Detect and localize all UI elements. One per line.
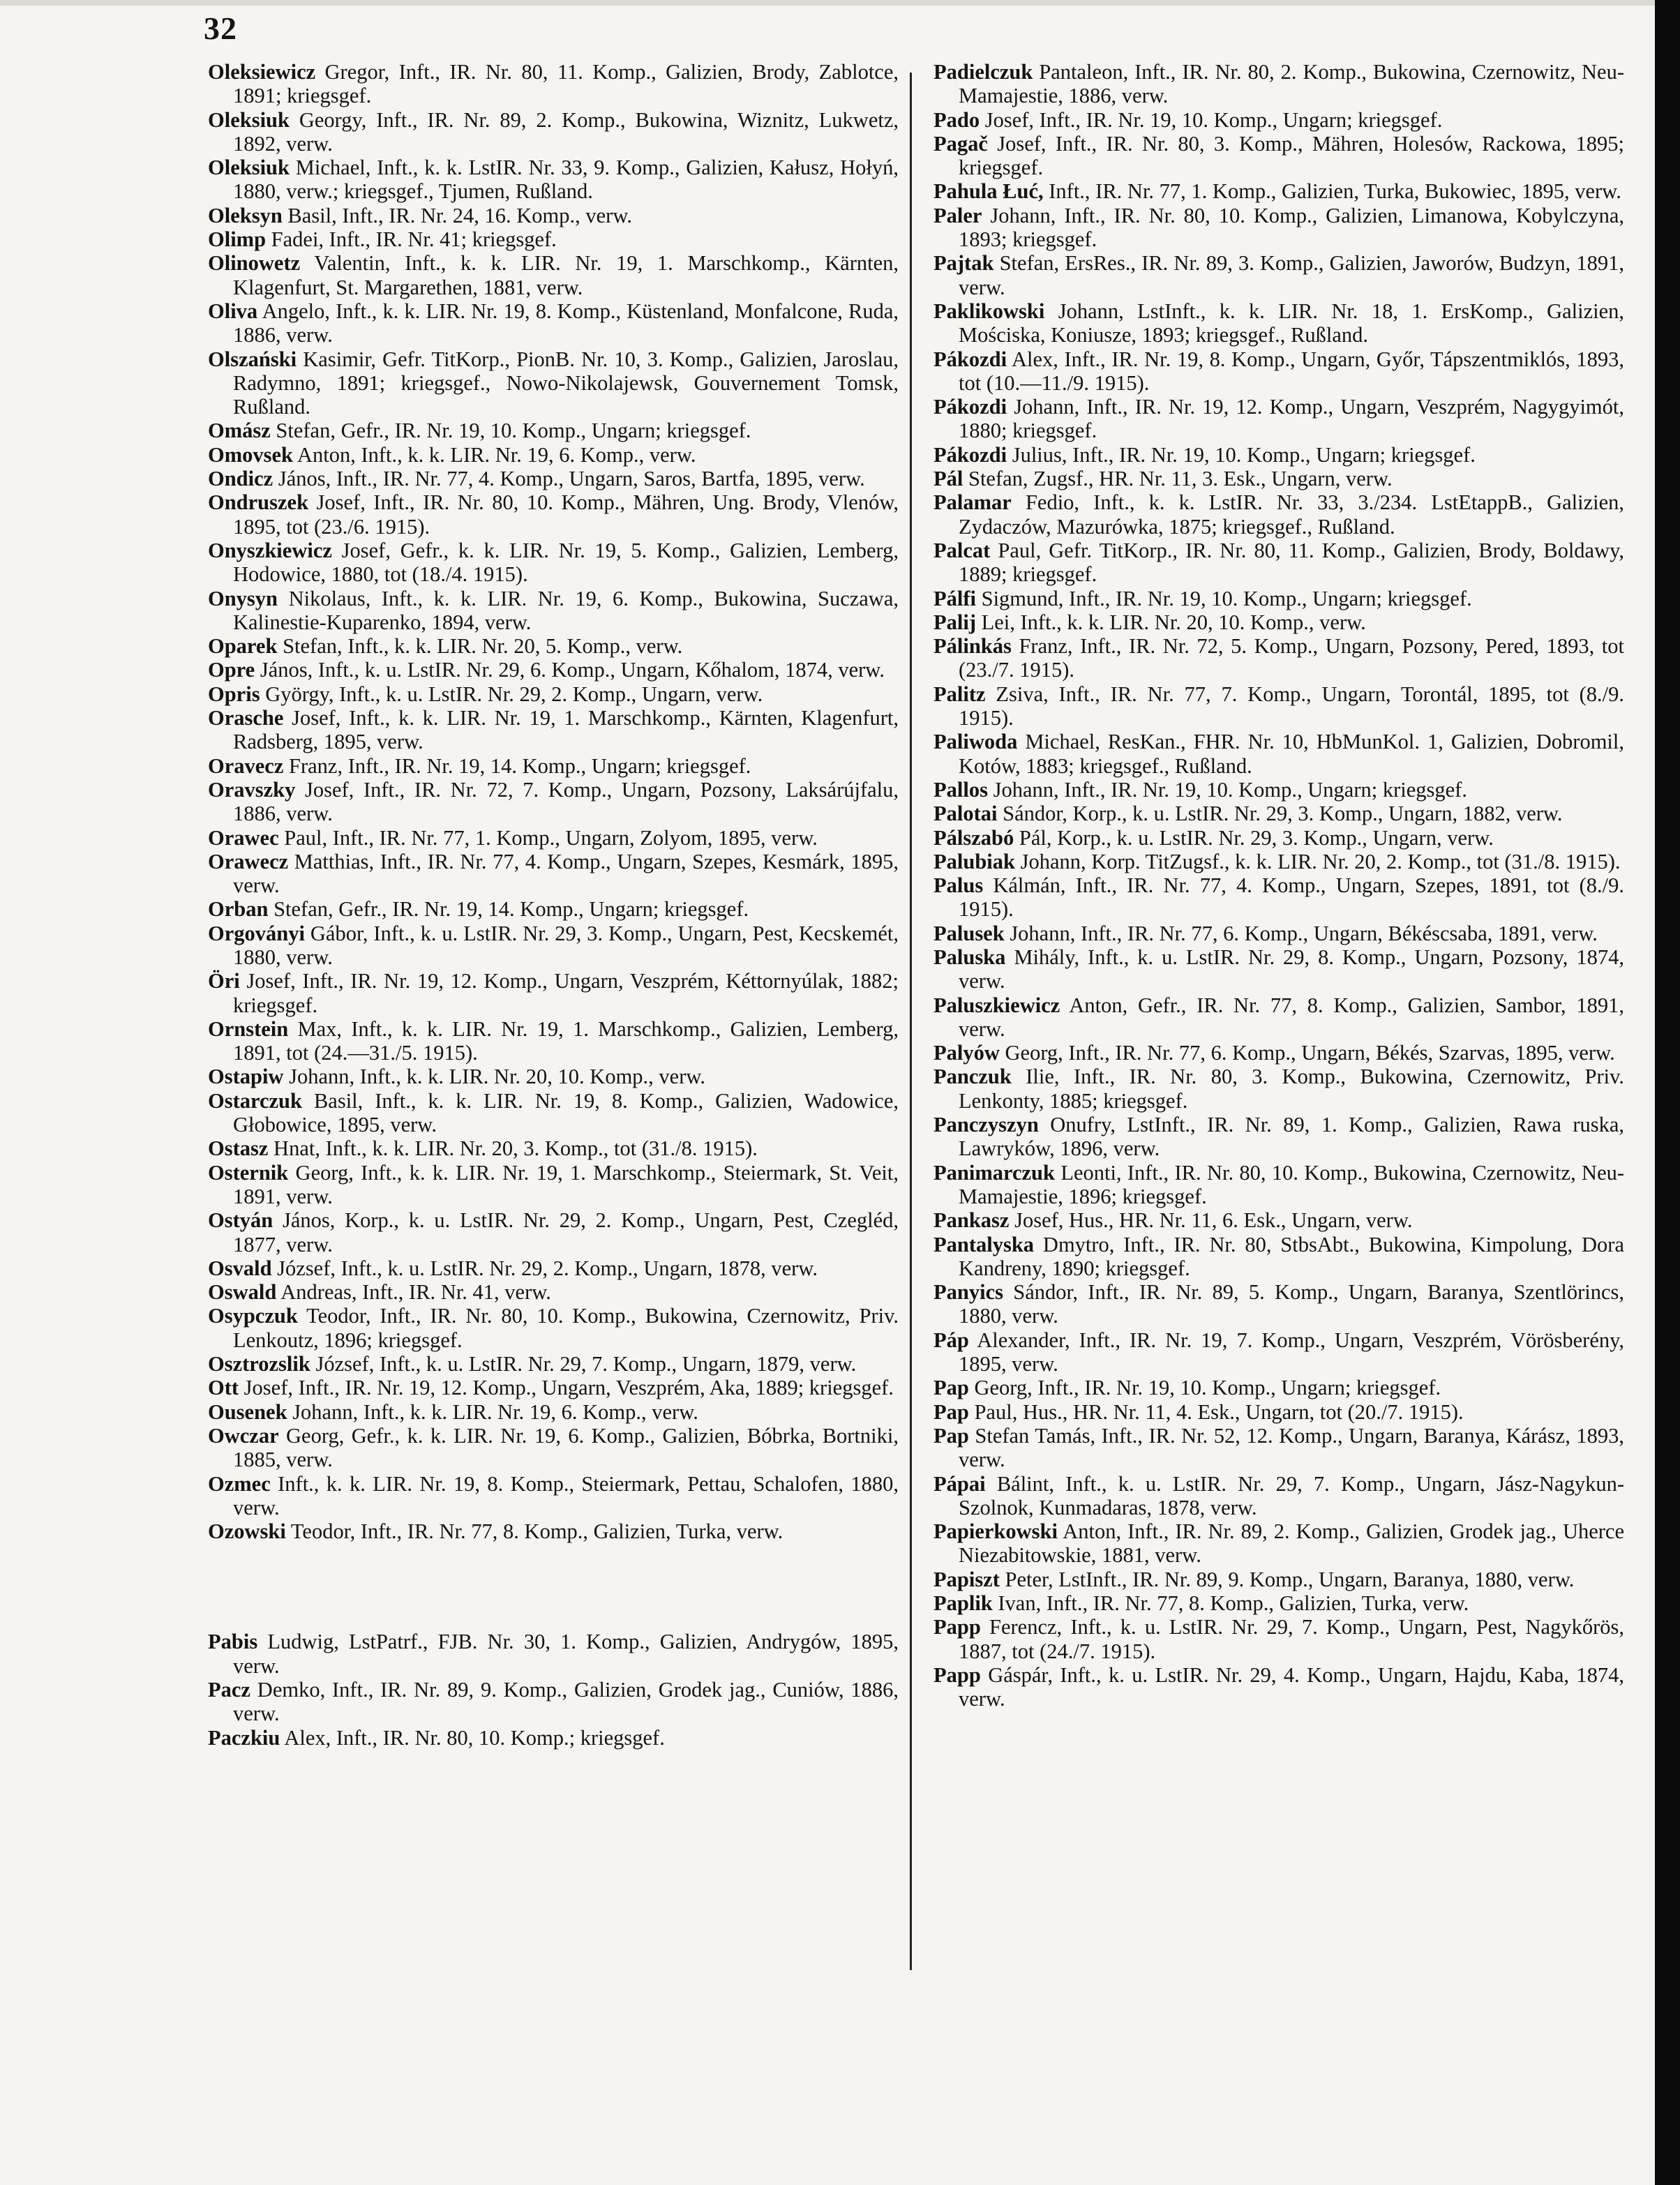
entry-surname: Olszański bbox=[208, 347, 297, 371]
entry-details: Johann, Inft., IR. Nr. 19, 10. Komp., Ungarn; kriegsgef. bbox=[993, 777, 1467, 802]
entry-surname: Pákozdi bbox=[933, 442, 1007, 467]
entry-surname: Pap bbox=[933, 1376, 969, 1400]
entry-surname: Pagač bbox=[933, 131, 988, 156]
entry-details: Teodor, Inft., IR. Nr. 77, 8. Komp., Galizien, Turka, verw. bbox=[290, 1519, 783, 1544]
left-entries-o bbox=[208, 60, 899, 1543]
entry-details: Sándor, Inft., IR. Nr. 89, 5. Komp., Ungarn, Baranya, Szentlörincs, 1880, verw. bbox=[959, 1280, 1625, 1328]
entry-details: Michael, Inft., k. k. LstIR. Nr. 33, 9. Komp., Galizien, Kałusz, Hołyń, 1880, verw.; kriegsgef., Tjumen, Rußland. bbox=[233, 156, 899, 204]
entry-surname: Paklikowski bbox=[933, 299, 1045, 323]
entry-details: Mihály, Inft., k. u. LstIR. Nr. 29, 8. Komp., Ungarn, Pozsony, 1874, verw. bbox=[959, 945, 1625, 993]
entry-details: Stefan, Zugsf., HR. Nr. 11, 3. Esk., Ungarn, verw. bbox=[968, 467, 1393, 491]
entry-surname: Oleksiuk bbox=[208, 156, 290, 180]
entry-surname: Oleksiuk bbox=[208, 107, 290, 132]
entry-surname: Páp bbox=[933, 1328, 969, 1352]
register-entry bbox=[208, 1472, 899, 1520]
register-entry bbox=[208, 850, 899, 898]
register-entry bbox=[933, 1113, 1624, 1161]
entry-details: Ilie, Inft., IR. Nr. 80, 3. Komp., Bukowina, Czernowitz, Priv. Lenkonty, 1885; kriegsgef. bbox=[959, 1065, 1625, 1113]
register-entry bbox=[933, 1519, 1624, 1568]
register-entry bbox=[933, 1615, 1624, 1663]
entry-details: Basil, Inft., k. k. LIR. Nr. 19, 8. Komp., Galizien, Wadowice, Głobowice, 1895, verw. bbox=[233, 1088, 899, 1137]
register-entry bbox=[208, 204, 899, 227]
entry-details: Johann, Inft., IR. Nr. 19, 12. Komp., Ungarn, Veszprém, Nagygyimót, 1880; kriegsgef. bbox=[959, 395, 1624, 443]
register-entry bbox=[208, 539, 899, 587]
entry-details: Michael, ResKan., FHR. Nr. 10, HbMunKol. 1, Galizien, Dobromil, Kotów, 1883; kriegsgef., Rußland. bbox=[959, 730, 1625, 778]
entry-details: Alex, Inft., IR. Nr. 80, 10. Komp.; kriegsgef. bbox=[284, 1725, 665, 1750]
entry-surname: Osternik bbox=[208, 1160, 289, 1185]
entry-details: Fedio, Inft., k. k. LstIR. Nr. 33, 3./234. LstEtappB., Galizien, Zydaczów, Mazurówka, 1875; kriegsgef., Rußland. bbox=[959, 490, 1625, 539]
entry-details: Johann, LstInft., k. k. LIR. Nr. 18, 1. ErsKomp., Galizien, Mościska, Koniusze, 1893; kriegsgef., Rußland. bbox=[959, 299, 1625, 347]
entry-details: Alex, Inft., IR. Nr. 19, 8. Komp., Ungarn, Győr, Tápszentmiklós, 1893, tot (10.—11./9. 1915). bbox=[959, 347, 1624, 395]
entry-surname: Olimp bbox=[208, 227, 267, 252]
entry-surname: Pálinkás bbox=[933, 634, 1012, 659]
entry-surname: Papp bbox=[933, 1615, 981, 1639]
entry-details: Josef, Inft., IR. Nr. 72, 7. Komp., Ungarn, Pozsony, Laksárújfalu, 1886, verw. bbox=[233, 777, 899, 826]
register-entry bbox=[208, 1208, 899, 1256]
register-entry bbox=[208, 754, 899, 778]
entry-details: Franz, Inft., IR. Nr. 72, 5. Komp., Ungarn, Pozsony, Pered, 1893, tot (23./7. 1915). bbox=[959, 634, 1625, 682]
entry-details: György, Inft., k. u. LstIR. Nr. 29, 2. Komp., Ungarn, verw. bbox=[265, 682, 763, 706]
entry-surname: Oleksyn bbox=[208, 203, 283, 227]
register-entry bbox=[933, 60, 1624, 108]
register-entry bbox=[933, 1280, 1624, 1328]
register-entry bbox=[933, 179, 1624, 203]
entry-surname: Ondicz bbox=[208, 467, 273, 491]
entry-details: Max, Inft., k. k. LIR. Nr. 19, 1. Marschkomp., Galizien, Lemberg, 1891, tot (24.—31./5. 1915). bbox=[233, 1016, 899, 1065]
entry-details: Josef, Inft., IR. Nr. 80, 10. Komp., Mähren, Ung. Brody, Vlenów, 1895, tot (23./6. 1915). bbox=[233, 490, 899, 539]
register-entry bbox=[933, 850, 1624, 873]
register-entry bbox=[933, 132, 1624, 180]
register-entry bbox=[208, 1376, 899, 1399]
entry-details: Josef, Gefr., k. k. LIR. Nr. 19, 5. Komp., Galizien, Lemberg, Hodowice, 1880, tot (18./4. 1915). bbox=[233, 538, 899, 587]
entry-surname: Pacz bbox=[208, 1678, 250, 1702]
entry-surname: Panczyszyn bbox=[933, 1113, 1039, 1137]
entry-details: Ludwig, LstPatrf., FJB. Nr. 30, 1. Komp., Galizien, Andrygów, 1895, verw. bbox=[233, 1630, 899, 1678]
entry-details: Matthias, Inft., IR. Nr. 77, 4. Komp., Ungarn, Szepes, Kesmárk, 1895, verw. bbox=[233, 849, 899, 898]
register-entry bbox=[208, 1630, 899, 1678]
register-entry bbox=[208, 634, 899, 658]
entry-surname: Palotai bbox=[933, 802, 998, 826]
entry-details: Anton, Gefr., IR. Nr. 77, 8. Komp., Galizien, Sambor, 1891, verw. bbox=[959, 993, 1624, 1041]
entry-details: Inft., k. k. LIR. Nr. 19, 8. Komp., Steiermark, Pettau, Schalofen, 1880, verw. bbox=[233, 1471, 899, 1519]
register-entry bbox=[933, 634, 1624, 682]
entry-surname: Ostapiw bbox=[208, 1065, 284, 1089]
entry-details: Gáspár, Inft., k. u. LstIR. Nr. 29, 4. Komp., Ungarn, Hajdu, Kaba, 1874, verw. bbox=[959, 1662, 1625, 1711]
entry-surname: Pankasz bbox=[933, 1208, 1010, 1233]
entry-surname: Omovsek bbox=[208, 442, 293, 467]
entry-details: Paul, Hus., HR. Nr. 11, 4. Esk., Ungarn, tot (20./7. 1915). bbox=[974, 1399, 1464, 1424]
register-entry bbox=[933, 539, 1624, 587]
entry-surname: Oravszky bbox=[208, 777, 296, 802]
register-entry bbox=[208, 587, 899, 635]
entry-surname: Ott bbox=[208, 1376, 239, 1400]
register-entry bbox=[208, 1304, 899, 1352]
entry-surname: Orban bbox=[208, 897, 269, 922]
register-entry bbox=[208, 467, 899, 490]
entry-surname: Onyszkiewicz bbox=[208, 538, 332, 562]
entry-surname: Opris bbox=[208, 682, 260, 706]
register-entry bbox=[933, 443, 1624, 467]
entry-details: János, Inft., k. u. LstIR. Nr. 29, 6. Komp., Ungarn, Kőhalom, 1874, verw. bbox=[260, 658, 885, 682]
entry-surname: Olinowetz bbox=[208, 251, 301, 276]
entry-surname: Padielczuk bbox=[933, 60, 1033, 84]
register-entry bbox=[208, 347, 899, 419]
entry-surname: Pálfi bbox=[933, 586, 976, 610]
entry-surname: Palyów bbox=[933, 1041, 1000, 1065]
entry-surname: Onysyn bbox=[208, 586, 278, 610]
entry-details: János, Korp., k. u. LstIR. Nr. 29, 2. Komp., Ungarn, Pest, Czegléd, 1877, verw. bbox=[233, 1208, 899, 1256]
entry-surname: Pajtak bbox=[933, 251, 994, 276]
entry-details: Paul, Gefr. TitKorp., IR. Nr. 80, 11. Komp., Galizien, Brody, Boldawy, 1889; kriegsgef. bbox=[959, 538, 1624, 587]
entry-surname: Pápai bbox=[933, 1471, 986, 1496]
entry-details: Paul, Inft., IR. Nr. 77, 1. Komp., Ungarn, Zolyom, 1895, verw. bbox=[284, 825, 818, 850]
entry-details: Fadei, Inft., IR. Nr. 41; kriegsgef. bbox=[271, 227, 557, 252]
entry-surname: Palamar bbox=[933, 490, 1012, 515]
entry-surname: Paluska bbox=[933, 945, 1006, 969]
entry-details: Bálint, Inft., k. u. LstIR. Nr. 29, 7. Komp., Ungarn, Jász-Nagykun-Szolnok, Kunmadaras, 1878, verw. bbox=[959, 1471, 1625, 1519]
register-entry bbox=[208, 108, 899, 156]
entry-details: Gregor, Inft., IR. Nr. 80, 11. Komp., Galizien, Brody, Zablotce, 1891; kriegsgef. bbox=[233, 60, 899, 108]
register-entry bbox=[208, 1424, 899, 1472]
entry-surname: Öri bbox=[208, 969, 240, 993]
register-entry bbox=[208, 1280, 899, 1304]
entry-details: Zsiva, Inft., IR. Nr. 77, 7. Komp., Ungarn, Torontál, 1895, tot (8./9. 1915). bbox=[959, 682, 1625, 730]
section-gap bbox=[208, 1543, 899, 1630]
entry-details: Johann, Korp. TitZugsf., k. k. LIR. Nr. 20, 2. Komp., tot (31./8. 1915). bbox=[1020, 849, 1621, 873]
entry-details: Angelo, Inft., k. k. LIR. Nr. 19, 8. Komp., Küstenland, Monfalcone, Ruda, 1886, verw. bbox=[233, 299, 899, 347]
entry-surname: Pahula Łuć, bbox=[933, 179, 1044, 204]
entry-details: Teodor, Inft., IR. Nr. 80, 10. Komp., Bukowina, Czernowitz, Priv. Lenkoutz, 1896; kriegsgef. bbox=[233, 1304, 899, 1352]
entry-details: Dmytro, Inft., IR. Nr. 80, StbsAbt., Bukowina, Kimpolung, Dora Kandreny, 1890; kriegsgef. bbox=[959, 1232, 1624, 1280]
entry-details: Johann, Inft., k. k. LIR. Nr. 20, 10. Komp., verw. bbox=[289, 1065, 706, 1089]
page-number: 32 bbox=[204, 10, 237, 46]
entry-surname: Palcat bbox=[933, 538, 991, 562]
entry-surname: Pabis bbox=[208, 1630, 258, 1654]
entry-surname: Palubiak bbox=[933, 849, 1015, 873]
entry-details: Onufry, LstInft., IR. Nr. 89, 1. Komp., Galizien, Rawa ruska, Lawryków, 1896, verw. bbox=[959, 1113, 1625, 1161]
entry-details: Stefan Tamás, Inft., IR. Nr. 52, 12. Komp., Ungarn, Baranya, Kárász, 1893, verw. bbox=[959, 1423, 1625, 1472]
entry-details: Gábor, Inft., k. u. LstIR. Nr. 29, 3. Komp., Ungarn, Pest, Kecskemét, 1880, verw. bbox=[233, 921, 899, 969]
entry-surname: Osypczuk bbox=[208, 1304, 298, 1328]
register-entry bbox=[208, 1017, 899, 1065]
register-entry bbox=[933, 1065, 1624, 1113]
register-entry bbox=[208, 60, 899, 108]
entry-details: Stefan, Gefr., IR. Nr. 19, 14. Komp., Ungarn; kriegsgef. bbox=[273, 897, 749, 922]
register-entry bbox=[933, 1472, 1624, 1520]
entry-details: Valentin, Inft., k. k. LIR. Nr. 19, 1. Marschkomp., Kärnten, Klagenfurt, St. Margarethen, 1881, verw. bbox=[233, 251, 899, 299]
entry-surname: Pantalyska bbox=[933, 1232, 1035, 1256]
entry-details: Lei, Inft., k. k. LIR. Nr. 20, 10. Komp., verw. bbox=[981, 610, 1366, 634]
entry-surname: Ozowski bbox=[208, 1519, 286, 1544]
register-entry bbox=[933, 1591, 1624, 1615]
entry-surname: Osztrozslik bbox=[208, 1352, 310, 1376]
register-entry bbox=[933, 1161, 1624, 1209]
entry-surname: Palusek bbox=[933, 921, 1005, 945]
entry-details: János, Inft., IR. Nr. 77, 4. Komp., Ungarn, Saros, Bartfa, 1895, verw. bbox=[278, 467, 865, 491]
left-column bbox=[208, 60, 899, 1750]
register-entry bbox=[208, 1726, 899, 1750]
register-entry bbox=[933, 587, 1624, 610]
register-entry bbox=[208, 1065, 899, 1088]
entry-details: Nikolaus, Inft., k. k. LIR. Nr. 19, 6. Komp., Bukowina, Suczawa, Kalinestie-Kuparenko, 1894, verw. bbox=[233, 586, 899, 634]
register-entry bbox=[933, 1041, 1624, 1065]
entry-surname: Orawecz bbox=[208, 849, 289, 873]
entry-details: Josef, Inft., k. k. LIR. Nr. 19, 1. Marschkomp., Kärnten, Klagenfurt, Radsberg, 1895, verw. bbox=[233, 706, 899, 754]
entry-surname: Oravecz bbox=[208, 753, 284, 778]
register-entry bbox=[208, 156, 899, 204]
entry-details: Franz, Inft., IR. Nr. 19, 14. Komp., Ungarn; kriegsgef. bbox=[289, 753, 751, 778]
entry-details: Stefan, Inft., k. k. LIR. Nr. 20, 5. Komp., verw. bbox=[283, 634, 683, 659]
register-entry bbox=[208, 490, 899, 539]
left-entries-p bbox=[208, 1630, 899, 1749]
register-entry bbox=[933, 347, 1624, 396]
register-entry bbox=[208, 1352, 899, 1376]
entry-surname: Ondruszek bbox=[208, 490, 309, 515]
entry-surname: Pap bbox=[933, 1399, 969, 1424]
register-entry bbox=[208, 1161, 899, 1209]
register-entry bbox=[208, 1089, 899, 1137]
entry-details: Georg, Inft., IR. Nr. 19, 10. Komp., Ungarn; kriegsgef. bbox=[974, 1376, 1441, 1400]
entry-details: Johann, Inft., IR. Nr. 80, 10. Komp., Galizien, Limanowa, Kobylczyna, 1893; kriegsgef. bbox=[959, 203, 1625, 252]
entry-surname: Paliwoda bbox=[933, 730, 1018, 754]
register-entry bbox=[208, 826, 899, 850]
entry-surname: Papiszt bbox=[933, 1567, 1000, 1591]
entry-surname: Pap bbox=[933, 1423, 969, 1448]
entry-surname: Osvald bbox=[208, 1256, 272, 1280]
right-column bbox=[933, 60, 1624, 1711]
register-entry bbox=[933, 490, 1624, 539]
entry-details: Julius, Inft., IR. Nr. 19, 10. Komp., Ungarn; kriegsgef. bbox=[1012, 442, 1476, 467]
entry-details: Georg, Inft., k. k. LIR. Nr. 19, 1. Marschkomp., Steiermark, St. Veit, 1891, verw. bbox=[233, 1160, 899, 1208]
entry-details: Josef, Inft., IR. Nr. 19, 12. Komp., Ungarn, Veszprém, Kéttornyúlak, 1882; kriegsgef. bbox=[233, 969, 899, 1017]
entry-details: Alexander, Inft., IR. Nr. 19, 7. Komp., Ungarn, Veszprém, Vörösberény, 1895, verw. bbox=[959, 1328, 1624, 1376]
register-entry bbox=[933, 1208, 1624, 1232]
register-entry bbox=[933, 922, 1624, 945]
register-entry bbox=[933, 1424, 1624, 1472]
entry-surname: Paplik bbox=[933, 1591, 993, 1615]
register-entry bbox=[208, 227, 899, 251]
entry-surname: Oparek bbox=[208, 634, 278, 659]
entry-details: Andreas, Inft., IR. Nr. 41, verw. bbox=[280, 1280, 551, 1305]
entry-surname: Papierkowski bbox=[933, 1519, 1058, 1544]
register-entry bbox=[208, 969, 899, 1017]
page-top-edge bbox=[0, 0, 1680, 6]
register-entry bbox=[933, 204, 1624, 252]
entry-surname: Oliva bbox=[208, 299, 258, 323]
register-entry bbox=[208, 682, 899, 706]
entry-details: Johann, Inft., k. k. LIR. Nr. 19, 6. Komp., verw. bbox=[292, 1399, 698, 1424]
register-entry bbox=[208, 1136, 899, 1160]
entry-details: Josef, Inft., IR. Nr. 19, 10. Komp., Ungarn; kriegsgef. bbox=[984, 107, 1443, 132]
entry-surname: Paluszkiewicz bbox=[933, 993, 1060, 1017]
entry-details: Stefan, ErsRes., IR. Nr. 89, 3. Komp., Galizien, Jaworów, Budzyn, 1891, verw. bbox=[959, 251, 1625, 299]
register-entry bbox=[933, 945, 1624, 993]
scan-border bbox=[1655, 0, 1680, 2185]
entry-details: Josef, Hus., HR. Nr. 11, 6. Esk., Ungarn, verw. bbox=[1014, 1208, 1413, 1233]
entry-details: Kálmán, Inft., IR. Nr. 77, 4. Komp., Ungarn, Szepes, 1891, tot (8./9. 1915). bbox=[959, 873, 1624, 922]
entry-details: Demko, Inft., IR. Nr. 89, 9. Komp., Galizien, Grodek jag., Cuniów, 1886, verw. bbox=[233, 1678, 899, 1726]
entry-surname: Ostyán bbox=[208, 1208, 273, 1233]
entry-surname: Ostasz bbox=[208, 1136, 269, 1161]
entry-surname: Pákozdi bbox=[933, 395, 1007, 419]
register-entry bbox=[933, 1328, 1624, 1376]
register-entry bbox=[208, 419, 899, 442]
entry-surname: Ozmec bbox=[208, 1471, 271, 1496]
register-entry bbox=[933, 993, 1624, 1042]
register-entry bbox=[933, 826, 1624, 850]
entry-surname: Palus bbox=[933, 873, 984, 898]
register-entry bbox=[208, 658, 899, 682]
entry-details: Pantaleon, Inft., IR. Nr. 80, 2. Komp., Bukowina, Czernowitz, Neu-Mamajestie, 1886, verw. bbox=[959, 60, 1624, 108]
entry-surname: Pado bbox=[933, 107, 980, 132]
register-entry bbox=[933, 1376, 1624, 1399]
register-entry bbox=[208, 443, 899, 467]
register-entry bbox=[933, 778, 1624, 802]
register-entry bbox=[208, 897, 899, 921]
entry-details: Basil, Inft., IR. Nr. 24, 16. Komp., verw. bbox=[287, 203, 633, 227]
register-entry bbox=[933, 682, 1624, 730]
register-entry bbox=[208, 706, 899, 754]
register-entry bbox=[933, 299, 1624, 347]
entry-details: Stefan, Gefr., IR. Nr. 19, 10. Komp., Ungarn; kriegsgef. bbox=[276, 419, 751, 443]
entry-details: Anton, Inft., k. k. LIR. Nr. 19, 6. Komp., verw. bbox=[297, 442, 696, 467]
register-entry bbox=[208, 1256, 899, 1280]
register-entry bbox=[933, 108, 1624, 132]
register-entry bbox=[933, 802, 1624, 825]
register-entry bbox=[933, 467, 1624, 490]
entry-surname: Palitz bbox=[933, 682, 986, 706]
register-entry bbox=[933, 1400, 1624, 1424]
entry-surname: Paczkiu bbox=[208, 1725, 280, 1750]
entry-surname: Pallos bbox=[933, 777, 988, 802]
entry-details: Ivan, Inft., IR. Nr. 77, 8. Komp., Galizien, Turka, verw. bbox=[998, 1591, 1469, 1615]
entry-surname: Pál bbox=[933, 467, 963, 491]
entry-details: Sigmund, Inft., IR. Nr. 19, 10. Komp., Ungarn; kriegsgef. bbox=[981, 586, 1472, 610]
entry-details: Sándor, Korp., k. u. LstIR. Nr. 29, 3. Komp., Ungarn, 1882, verw. bbox=[1003, 802, 1563, 826]
entry-surname: Oswald bbox=[208, 1280, 277, 1305]
entry-surname: Omász bbox=[208, 419, 271, 443]
register-entry bbox=[933, 1233, 1624, 1281]
entry-details: Josef, Inft., IR. Nr. 80, 3. Komp., Mähren, Holesów, Rackowa, 1895; kriegsgef. bbox=[959, 131, 1624, 180]
register-entry bbox=[933, 395, 1624, 443]
entry-surname: Palij bbox=[933, 610, 976, 634]
register-entry bbox=[933, 1663, 1624, 1711]
right-entries-p bbox=[933, 60, 1624, 1711]
entry-surname: Pálszabó bbox=[933, 825, 1014, 850]
register-entry bbox=[208, 1519, 899, 1543]
register-entry bbox=[208, 1678, 899, 1726]
entry-surname: Ornstein bbox=[208, 1016, 289, 1041]
entry-surname: Owczar bbox=[208, 1423, 279, 1448]
entry-details: Peter, LstInft., IR. Nr. 89, 9. Komp., Ungarn, Baranya, 1880, verw. bbox=[1005, 1567, 1575, 1591]
entry-details: Pál, Korp., k. u. LstIR. Nr. 29, 3. Komp., Ungarn, verw. bbox=[1019, 825, 1494, 850]
register-entry bbox=[933, 730, 1624, 778]
entry-details: József, Inft., k. u. LstIR. Nr. 29, 7. Komp., Ungarn, 1879, verw. bbox=[315, 1352, 857, 1376]
entry-details: Hnat, Inft., k. k. LIR. Nr. 20, 3. Komp., tot (31./8. 1915). bbox=[273, 1136, 758, 1161]
register-entry bbox=[933, 610, 1624, 634]
entry-surname: Opre bbox=[208, 658, 255, 682]
entry-surname: Papp bbox=[933, 1662, 981, 1687]
entry-surname: Ousenek bbox=[208, 1399, 287, 1424]
register-entry bbox=[208, 299, 899, 347]
entry-surname: Panczuk bbox=[933, 1065, 1012, 1089]
entry-surname: Panimarczuk bbox=[933, 1160, 1055, 1185]
register-entry bbox=[933, 251, 1624, 299]
entry-details: Georgy, Inft., IR. Nr. 89, 2. Komp., Bukowina, Wiznitz, Lukwetz, 1892, verw. bbox=[233, 107, 899, 156]
entry-details: Johann, Inft., IR. Nr. 77, 6. Komp., Ungarn, Békéscsaba, 1891, verw. bbox=[1010, 921, 1598, 945]
entry-details: Georg, Inft., IR. Nr. 77, 6. Komp., Ungarn, Békés, Szarvas, 1895, verw. bbox=[1005, 1041, 1615, 1065]
register-entry bbox=[208, 922, 899, 970]
register-entry bbox=[208, 251, 899, 299]
entry-surname: Orasche bbox=[208, 706, 284, 730]
entry-details: Kasimir, Gefr. TitKorp., PionB. Nr. 10, 3. Komp., Galizien, Jaroslau, Radymno, 1891; kriegsgef., Nowo-Nikolajewsk, Gouvernement Tomsk, Rußland. bbox=[233, 347, 899, 419]
entry-details: József, Inft., k. u. LstIR. Nr. 29, 2. Komp., Ungarn, 1878, verw. bbox=[277, 1256, 818, 1280]
entry-surname: Panyics bbox=[933, 1280, 1003, 1305]
entry-details: Josef, Inft., IR. Nr. 19, 12. Komp., Ungarn, Veszprém, Aka, 1889; kriegsgef. bbox=[243, 1376, 894, 1400]
register-entry bbox=[933, 873, 1624, 922]
register-entry bbox=[933, 1568, 1624, 1591]
column-divider bbox=[910, 73, 912, 1970]
entry-surname: Pákozdi bbox=[933, 347, 1007, 371]
entry-surname: Paler bbox=[933, 203, 982, 227]
entry-details: Inft., IR. Nr. 77, 1. Komp., Galizien, Turka, Bukowiec, 1895, verw. bbox=[1049, 179, 1621, 204]
entry-details: Ferencz, Inft., k. u. LstIR. Nr. 29, 7. Komp., Ungarn, Pest, Nagykőrös, 1887, tot (24./7. 1915). bbox=[959, 1615, 1624, 1663]
register-entry bbox=[208, 778, 899, 826]
entry-details: Anton, Inft., IR. Nr. 89, 2. Komp., Galizien, Grodek jag., Uherce Niezabitowskie, 1881, verw. bbox=[959, 1519, 1624, 1568]
entry-details: Georg, Gefr., k. k. LIR. Nr. 19, 6. Komp., Galizien, Bóbrka, Bortniki, 1885, verw. bbox=[233, 1423, 899, 1472]
entry-surname: Orgoványi bbox=[208, 921, 305, 945]
entry-surname: Oleksiewicz bbox=[208, 60, 316, 84]
entry-surname: Orawec bbox=[208, 825, 279, 850]
entry-surname: Ostarczuk bbox=[208, 1088, 302, 1113]
register-entry bbox=[208, 1400, 899, 1424]
entry-details: Leonti, Inft., IR. Nr. 80, 10. Komp., Bukowina, Czernowitz, Neu-Mamajestie, 1896; kriegsgef. bbox=[959, 1160, 1625, 1208]
